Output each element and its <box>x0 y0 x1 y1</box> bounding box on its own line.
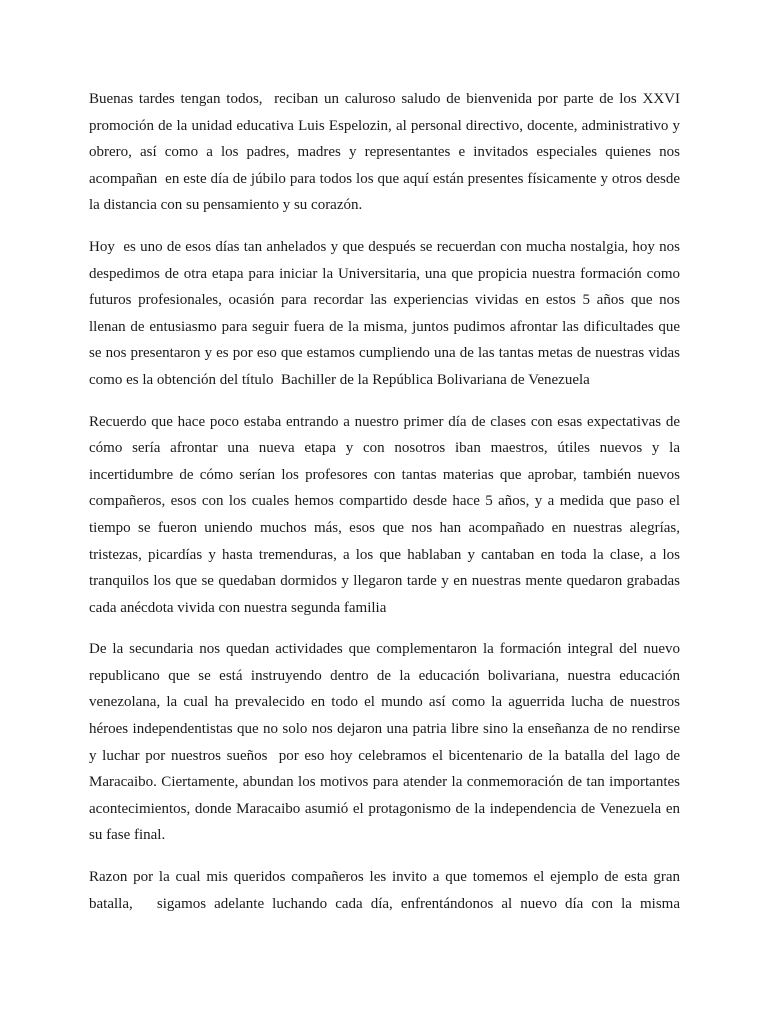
paragraph-farewell: Hoy es uno de esos días tan anhelados y que después se recuerdan con mucha nostalgia, hoy nos despedimos de otra etapa para iniciar la Universitaria, una que propicia nuestra formación como futuros profesionales, ocasión para recordar las experiencias vividas en estos 5 años que nos llenan de entusiasmo para seguir fuera de la misma, juntos pudimos afrontar las dificultades que se nos presentaron y es por eso que estamos cumpliendo una de las tantas metas de nuestras vidas como es la obtención del título Bachiller de la República Bolivariana de Venezuela <box>89 238 684 388</box>
paragraph-memories: Recuerdo que hace poco estaba entrando a nuestro primer día de clases con esas expectativas de cómo sería afrontar una nueva etapa y con nosotros iban maestros, útiles nuevos y la incertidumbre de cómo serían los profesores con tantas materias que aprobar, también nuevos compañeros, esos con los cuales hemos compartido desde hace 5 años, y a medida que paso el tiempo se fueron uniendo muchos más, esos que nos han acompañado en nuestras alegrías, tristezas, picardías y hasta tremenduras, a los que hablaban y cantaban en toda la clase, a los tranquilos los que se quedaban dormidos y llegaron tarde y en nuestras mente quedaron grabadas cada anécdota vivida con nuestra segunda familia <box>89 413 684 616</box>
paragraph-invitation: Razon por la cual mis queridos compañeros les invito a que tomemos el ejemplo de esta gran batalla, sigamos adelante luchando cada día, enfrentándonos al nuevo día con la misma <box>89 869 684 912</box>
paragraph-greeting: Buenas tardes tengan todos, reciban un caluroso saludo de bienvenida por parte de los XXVI promoción de la unidad educativa Luis Espelozin, al personal directivo, docente, administrativo y obrero, así como a los padres, madres y representantes e invitados especiales quienes nos acompañan en este día de júbilo para todos los que aquí están presentes físicamente y otros desde la distancia con su pensamiento y su corazón. <box>89 91 684 214</box>
paragraph-secondary-school: De la secundaria nos quedan actividades que complementaron la formación integral del nuevo republicano que se está instruyendo dentro de la educación bolivariana, nuestra educación venezolana, la cual ha prevalecido en todo el mundo así como la aguerrida lucha de nuestros héroes independentistas que no solo nos dejaron una patria libre sino la enseñanza de no rendirse y luchar por nuestros sueños por eso hoy celebramos el bicentenario de la batalla del lago de Maracaibo. Ciertamente, abundan los motivos para atender la conmemoración de tan importantes acontecimientos, donde Maracaibo asumió el protagonismo de la independencia de Venezuela en su fase final. <box>89 641 684 844</box>
